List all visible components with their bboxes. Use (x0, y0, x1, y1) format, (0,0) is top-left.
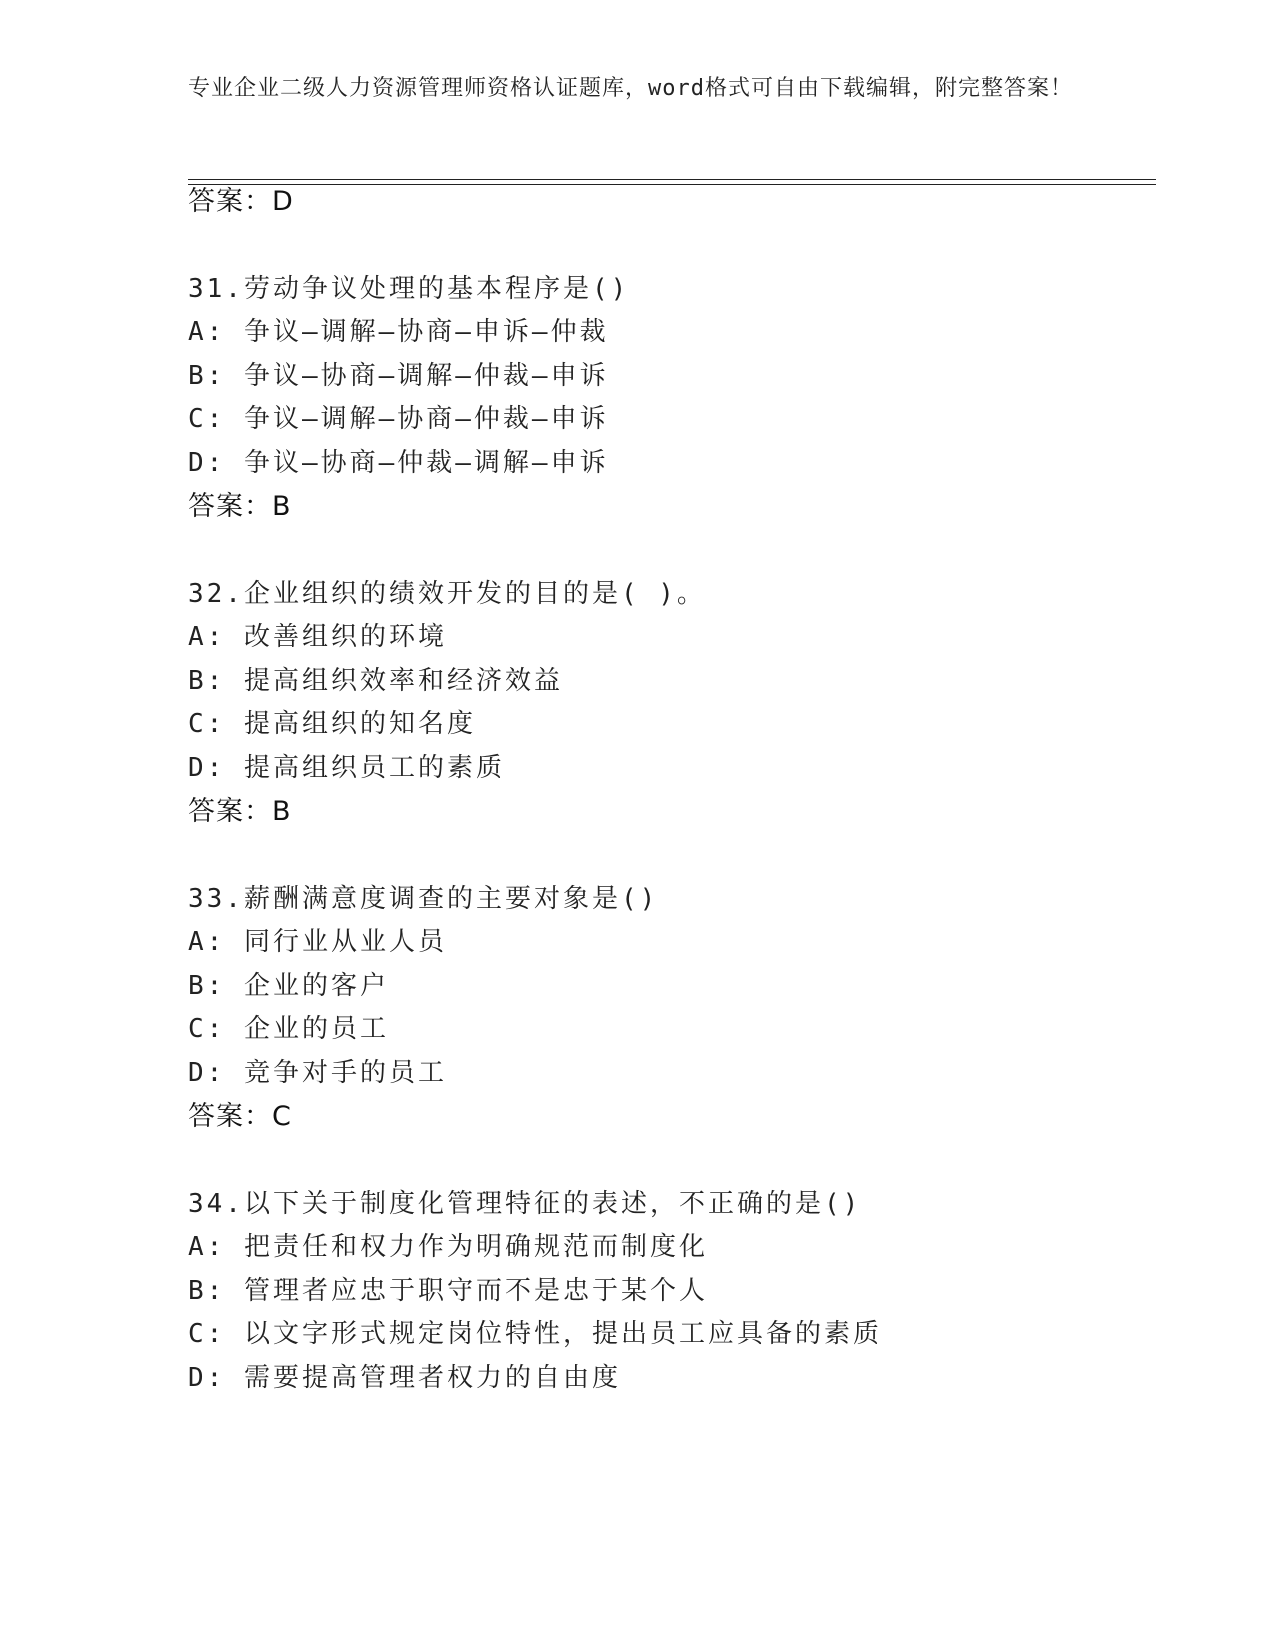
question-32-option-c: C: 提高组织的知名度 (188, 709, 476, 739)
question-31-option-c: C: 争议—调解—协商—仲裁—申诉 (188, 404, 609, 434)
question-33-option-a: A: 同行业从业人员 (188, 927, 447, 957)
question-31-option-a: A: 争议—调解—协商—申诉—仲裁 (188, 317, 609, 347)
answer-prev: 答案：D (188, 186, 294, 217)
question-32-answer: 答案：B (188, 796, 292, 827)
question-33: 33.薪酬满意度调查的主要对象是() (188, 884, 659, 914)
question-33-answer: 答案：C (188, 1101, 292, 1132)
question-32-option-d: D: 提高组织员工的素质 (188, 753, 505, 783)
question-33-option-c: C: 企业的员工 (188, 1014, 389, 1044)
question-34-option-a: A: 把责任和权力作为明确规范而制度化 (188, 1232, 708, 1262)
question-31-option-d: D: 争议—协商—仲裁—调解—申诉 (188, 448, 609, 478)
question-31-answer: 答案：B (188, 491, 292, 522)
question-34-option-c: C: 以文字形式规定岗位特性，提出员工应具备的素质 (188, 1319, 882, 1349)
question-32-option-a: A: 改善组织的环境 (188, 622, 447, 652)
question-32: 32.企业组织的绩效开发的目的是( )。 (188, 579, 706, 609)
question-31: 31.劳动争议处理的基本程序是() (188, 274, 630, 304)
header-rule-top (188, 179, 1156, 180)
question-34-option-d: D: 需要提高管理者权力的自由度 (188, 1363, 621, 1393)
question-33-option-d: D: 竞争对手的员工 (188, 1058, 447, 1088)
question-33-option-b: B: 企业的客户 (188, 971, 389, 1001)
question-31-option-b: B: 争议—协商—调解—仲裁—申诉 (188, 361, 609, 391)
document-header: 专业企业二级人力资源管理师资格认证题库，word格式可自由下载编辑，附完整答案！ (188, 76, 1073, 101)
header-rule-bottom (188, 184, 1156, 185)
question-34: 34.以下关于制度化管理特征的表述，不正确的是() (188, 1189, 862, 1219)
question-32-option-b: B: 提高组织效率和经济效益 (188, 666, 563, 696)
question-34-option-b: B: 管理者应忠于职守而不是忠于某个人 (188, 1276, 708, 1306)
